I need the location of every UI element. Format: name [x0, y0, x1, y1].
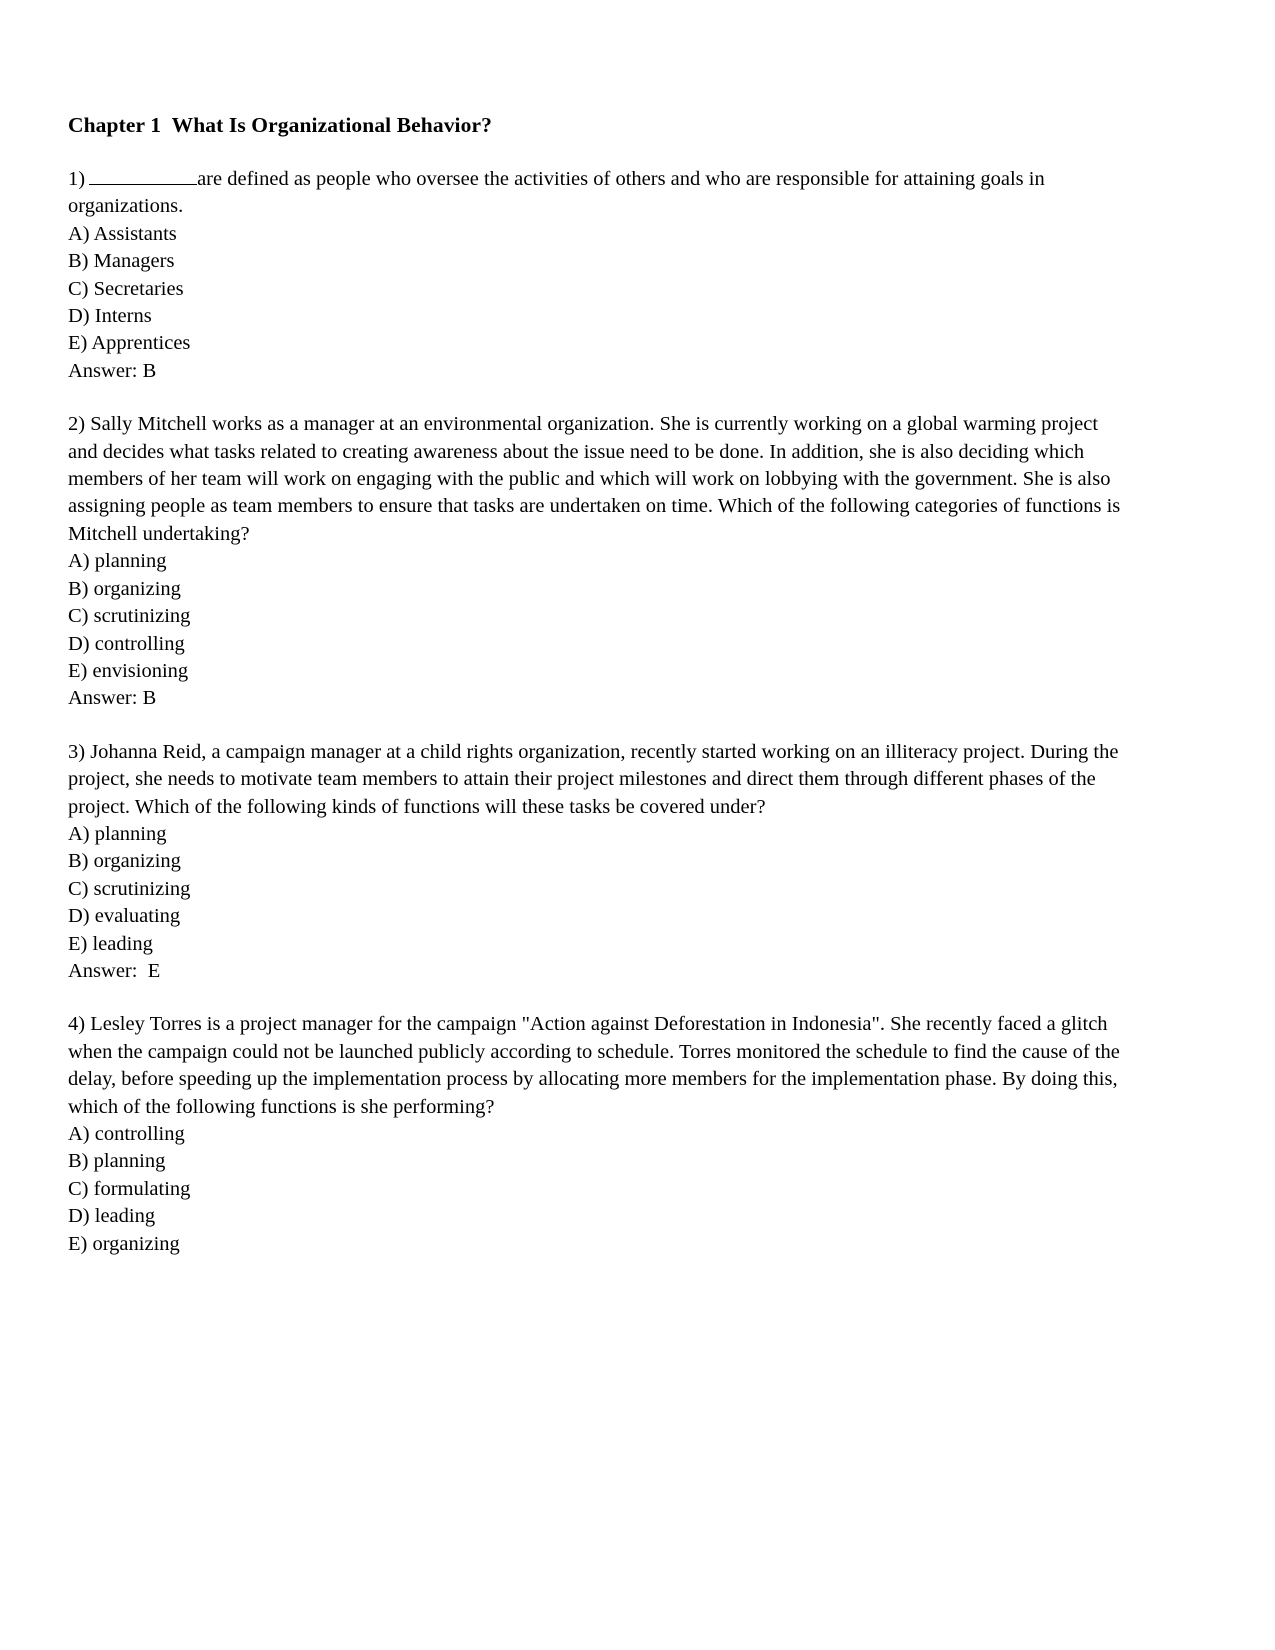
option-1-b[interactable]: B) Managers	[68, 250, 175, 273]
option-3-a[interactable]: A) planning	[68, 822, 167, 845]
answer-1: Answer: B	[68, 359, 157, 382]
option-3-b[interactable]: B) organizing	[68, 850, 181, 873]
option-4-e[interactable]: E) organizing	[68, 1232, 180, 1255]
fill-in-blank-1	[89, 167, 197, 185]
question-block-4	[68, 1011, 1125, 1258]
option-4-d[interactable]: D) leading	[68, 1205, 156, 1228]
option-2-d[interactable]: D) controlling	[68, 632, 185, 655]
page-title: Chapter 1 What Is Organizational Behavior?	[68, 113, 492, 137]
option-1-a[interactable]: A) Assistants	[68, 222, 177, 245]
question-block-3	[68, 739, 1125, 986]
option-2-a[interactable]: A) planning	[68, 550, 167, 573]
option-2-b[interactable]: B) organizing	[68, 577, 181, 600]
option-3-c[interactable]: C) scrutinizing	[68, 877, 191, 900]
option-1-d[interactable]: D) Interns	[68, 305, 152, 328]
option-3-d[interactable]: D) evaluating	[68, 905, 181, 928]
option-4-b[interactable]: B) planning	[68, 1150, 166, 1173]
option-2-c[interactable]: C) scrutinizing	[68, 605, 191, 628]
option-4-c[interactable]: C) formulating	[68, 1177, 191, 1200]
option-3-e[interactable]: E) leading	[68, 932, 153, 955]
question-number-1: 1)	[68, 168, 86, 190]
option-1-e[interactable]: E) Apprentices	[68, 332, 191, 355]
question-stem-2: 2) Sally Mitchell works as a manager at an environmental organization. She is currently working on a global warming project and decides what tasks related to creating awareness about the issue need to be done. In addition, she is also deciding which members of her team will work on engaging with the public and which will work on lobbying with the government. She is also assigning people as team members to ensure that tasks are undertaken on time. Which of the following categories of functions is Mitchell undertaking?	[68, 413, 1121, 545]
question-stem-3: 3) Johanna Reid, a campaign manager at a child rights organization, recently started working on an illiteracy project. During the project, she needs to motivate team members to attain their project milestones and direct them through different phases of the project. Which of the following kinds of functions will these tasks be covered under?	[68, 740, 1119, 818]
answer-3: Answer: E	[68, 959, 161, 982]
answer-2: Answer: B	[68, 687, 157, 710]
question-stem-1	[68, 166, 1125, 221]
option-1-c[interactable]: C) Secretaries	[68, 277, 184, 300]
option-2-e[interactable]: E) envisioning	[68, 659, 189, 682]
question-stem-4: 4) Lesley Torres is a project manager for the campaign "Action against Deforestation in Indonesia". She recently faced a glitch when the campaign could not be launched publicly according to schedule. Torres monitored the schedule to find the cause of the delay, before speeding up the implementation process by allocating more members for the implementation phase. By doing this, which of the following functions is she performing?	[68, 1013, 1120, 1118]
question-block-2	[68, 411, 1125, 712]
question-block-1	[68, 166, 1125, 385]
option-4-a[interactable]: A) controlling	[68, 1123, 185, 1145]
question-text-1: are defined as people who oversee the activities of others and who are responsible for attaining goals in organizations.	[68, 168, 1045, 218]
